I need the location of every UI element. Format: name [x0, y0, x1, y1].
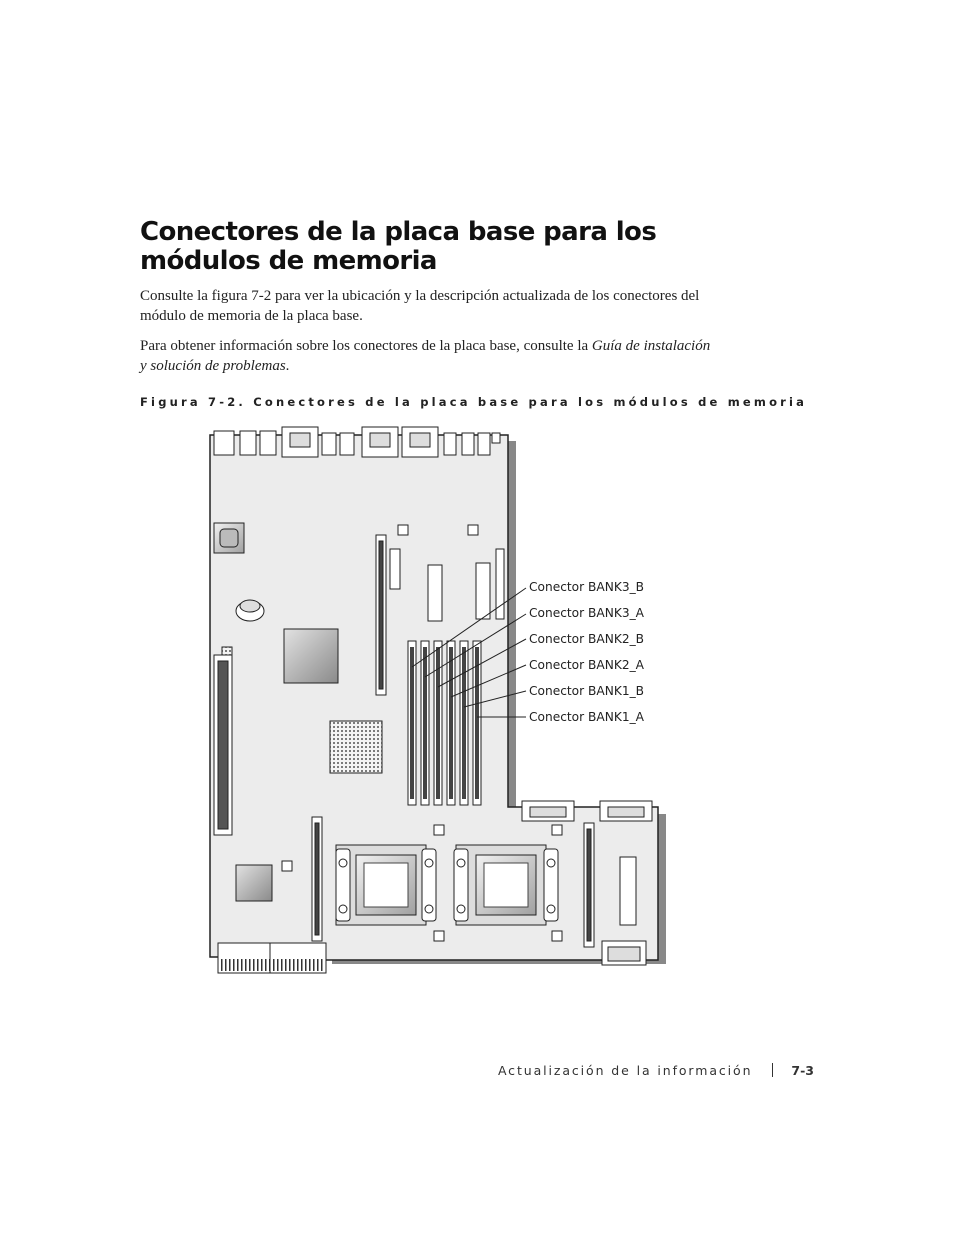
footer-section: Actualización de la información	[497, 1063, 753, 1078]
label-bank1-a: Conector BANK1_A	[529, 710, 645, 724]
page-footer	[498, 1063, 814, 1078]
page-title: Conectores de la placa base para los módulos de memoria	[140, 217, 657, 276]
bottom-edge-connector	[218, 943, 326, 973]
label-bank3-a: Conector BANK3_A	[529, 606, 645, 620]
label-bank3-b: Conector BANK3_B	[529, 580, 645, 594]
page-number: 7-3	[791, 1063, 814, 1078]
footer-divider	[772, 1063, 773, 1077]
figure-caption: Figura 7-2. Conectores de la placa base para los módulos de memoria	[140, 395, 808, 409]
label-bank2-a: Conector BANK2_A	[529, 658, 645, 672]
guide-title: Guía de instalación y solución de problemas	[140, 338, 711, 374]
label-bank2-b: Conector BANK2_B	[529, 632, 645, 646]
reference-text: Para obtener información sobre los conectores de la placa base, consulte la	[140, 338, 592, 354]
label-bank1-b: Conector BANK1_B	[529, 684, 645, 698]
reference-end: .	[285, 358, 290, 374]
intro-paragraph: Consulte la figura 7-2 para ver la ubicación y la descripción actualizada de los conectores del módulo de memoria de la placa base.	[140, 288, 700, 324]
reference-paragraph	[140, 336, 720, 376]
motherboard-illustration	[200, 425, 670, 980]
